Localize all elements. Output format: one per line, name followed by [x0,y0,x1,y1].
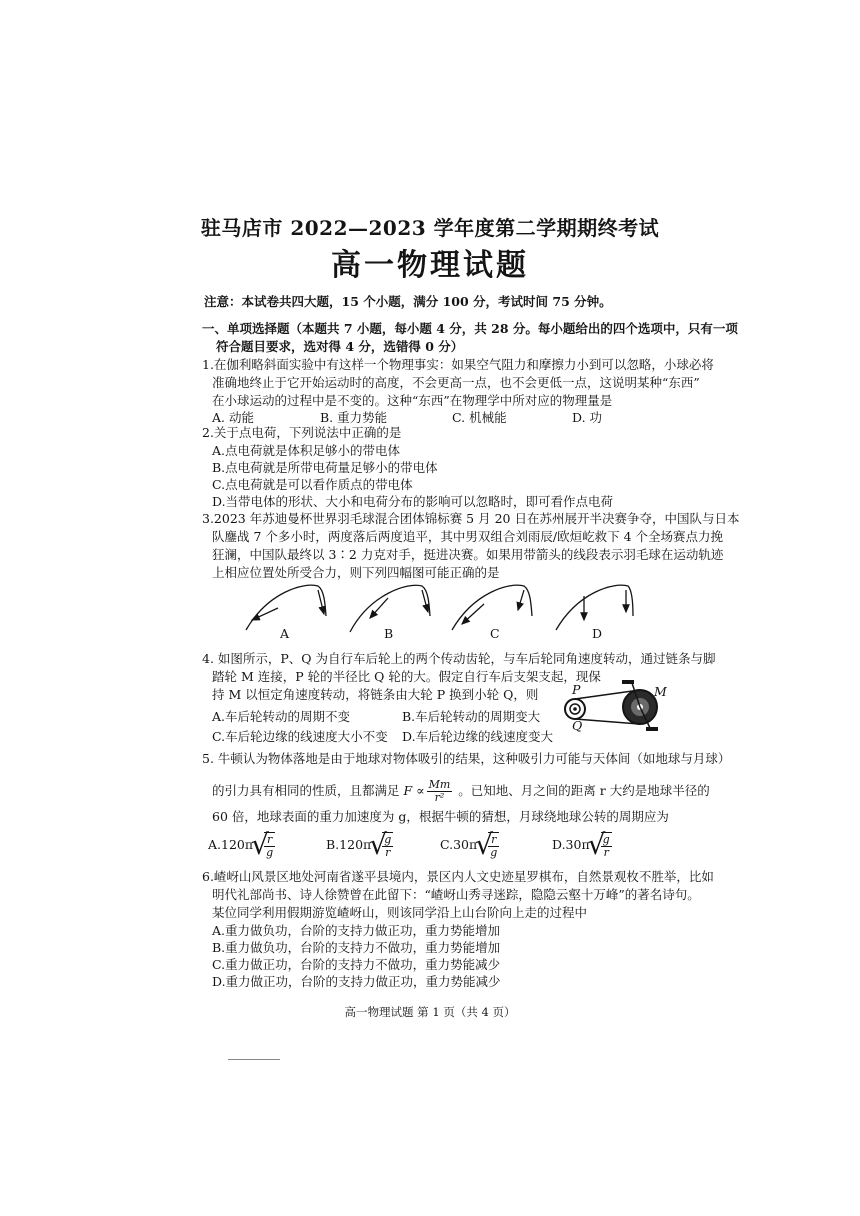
q2-option-d: D.当带电体的形状、大小和电荷分布的影响可以忽略时，即可看作点电荷 [212,494,614,509]
q6-option-b: B.重力做负功，台阶的支持力不做功，重力势能增加 [212,940,501,955]
exam-title: 驻马店市 2022—2023 学年度第二学期期终考试 [200,216,660,240]
q5-option-b: B.120π √ $\frac{g}{r}$ [326,832,395,859]
page-footer: 高一物理试题 第 1 页（共 4 页） [344,1005,516,1019]
q4-line: 4. 如图所示，P、Q 为自行车后轮上的两个传动齿轮，与车后轮同角速度转动，通过链条与脚 [202,651,716,666]
q4-option-c: C.车后轮边缘的线速度大小不变 [212,729,388,744]
q4-option-d: D.车后轮边缘的线速度变大 [402,729,554,744]
section-heading: 一、单项选择题（本题共 7 小题，每小题 4 分，共 28 分。每小题给出的四个选项中，只有一项 [202,321,738,336]
q2-option-c: C.点电荷就是可以看作质点的带电体 [212,477,413,492]
q4-line: 持 M 以恒定角速度转动，将链条由大轮 P 换到小轮 Q，则 [212,687,539,702]
q5-option-d: D.30π √ $\frac{g}{r}$ [552,832,614,859]
q3-line: 狂澜，中国队最终以 3∶2 力克对手，挺进决赛。如果用带箭头的线段表示羽毛球在运动轨迹 [212,547,724,562]
q1-line: 在小球运动的过程中是不变的。这种“东西”在物理学中所对应的物理量是 [212,393,613,408]
q4-label-m: M [654,684,667,699]
q4-option-b: B.车后轮转动的周期变大 [402,709,541,724]
q4-line: 踏轮 M 连接，P 轮的半径比 Q 轮的大。假定自行车后支架支起，现保 [212,669,601,684]
q1-option-a: A. 动能 [212,410,254,425]
q3-line: 队鏖战 7 个多小时，两度落后两度追平，其中男双组合刘雨辰/欧烜屹救下 4 个全场赛点力挽 [212,529,724,544]
q3-figure-a [246,585,326,630]
q6-option-a: A.重力做负功，台阶的支持力做正功，重力势能增加 [212,923,501,938]
q3-figure-label-d: D [592,626,603,641]
q3-figure-label-a: A [280,626,290,641]
q3-figure-c [452,585,532,630]
q6-line: 6.嵖岈山风景区地处河南省遂平县境内，景区内人文史迹星罗棋布，自然景观枚不胜举，比如 [202,869,714,884]
q6-line: 明代礼部尚书、诗人徐赞曾在此留下：“嵖岈山秀寻迷踪，隐隐云壑十万峰”的著名诗句。 [212,887,700,902]
q5-text: 的引力具有相同的性质，且都满足 [212,783,400,798]
q3-figure-b [350,585,430,632]
q2-option-b: B.点电荷就是所带电荷量足够小的带电体 [212,460,438,475]
q3-trajectory-figures [238,580,638,642]
q6-option-c: C.重力做正功，台阶的支持力不做功，重力势能减少 [212,957,501,972]
q1-option-b: B. 重力势能 [320,410,388,425]
q4-label-q: Q [572,718,583,733]
q5-line: 60 倍，地球表面的重力加速度为 g，根据牛顿的猜想，月球绕地球公转的周期应为 [212,809,669,824]
q1-line: 准确地终止于它开始运动时的高度，不会更高一点，也不会更低一点，这说明某种“东西” [212,375,700,390]
q1-line: 1.在伽利略斜面实验中有这样一个物理事实：如果空气阻力和摩擦力小到可以忽略，小球必将 [202,357,714,372]
q4-label-p: P [572,682,581,697]
q1-option-d: D. 功 [572,410,603,425]
section-heading-cont: 符合题目要求，选对得 4 分，选错得 0 分） [216,339,464,354]
q5-option-a: A.120π √ $\frac{r}{g}$ [208,832,277,859]
exam-notice: 注意：本试卷共四大题，15 个小题，满分 100 分，考试时间 75 分钟。 [204,294,612,309]
q6-line: 某位同学利用假期游览嵖岈山，则该同学沿上山台阶向上走的过程中 [212,905,588,920]
q5-formula: F ∝ $\frac{Mm}{\text{r²}}$ [403,778,451,804]
q3-line: 3.2023 年苏迪曼杯世界羽毛球混合团体锦标赛 5 月 20 日在苏州展开半决赛争夺，中国队与日本 [202,511,740,526]
paper-title: 高一物理试题 [331,248,529,283]
q4-option-a: A.车后轮转动的周期不变 [212,709,351,724]
q5-text: 。已知地、月之间的距离 r 大约是地球半径的 [458,783,710,798]
q3-line: 上相应位置处所受合力，则下列四幅图可能正确的是 [212,565,500,580]
q5-option-c: C.30π √ $\frac{r}{g}$ [440,832,501,859]
q5-line: 5. 牛顿认为物体落地是由于地球对物体吸引的结果，这种吸引力可能与天体间（如地球与月球） [202,751,731,766]
scan-mark [228,1059,280,1060]
q3-figure-d [556,585,633,630]
q1-option-c: C. 机械能 [452,410,507,425]
q2-stem: 2.关于点电荷，下列说法中正确的是 [202,425,402,440]
q3-figure-label-c: C [490,626,500,641]
q2-option-a: A.点电荷就是体积足够小的带电体 [212,443,401,458]
q5-line-with-formula [212,776,710,806]
q6-option-d: D.重力做正功，台阶的支持力做正功，重力势能减少 [212,974,501,989]
q3-figure-label-b: B [384,626,394,641]
